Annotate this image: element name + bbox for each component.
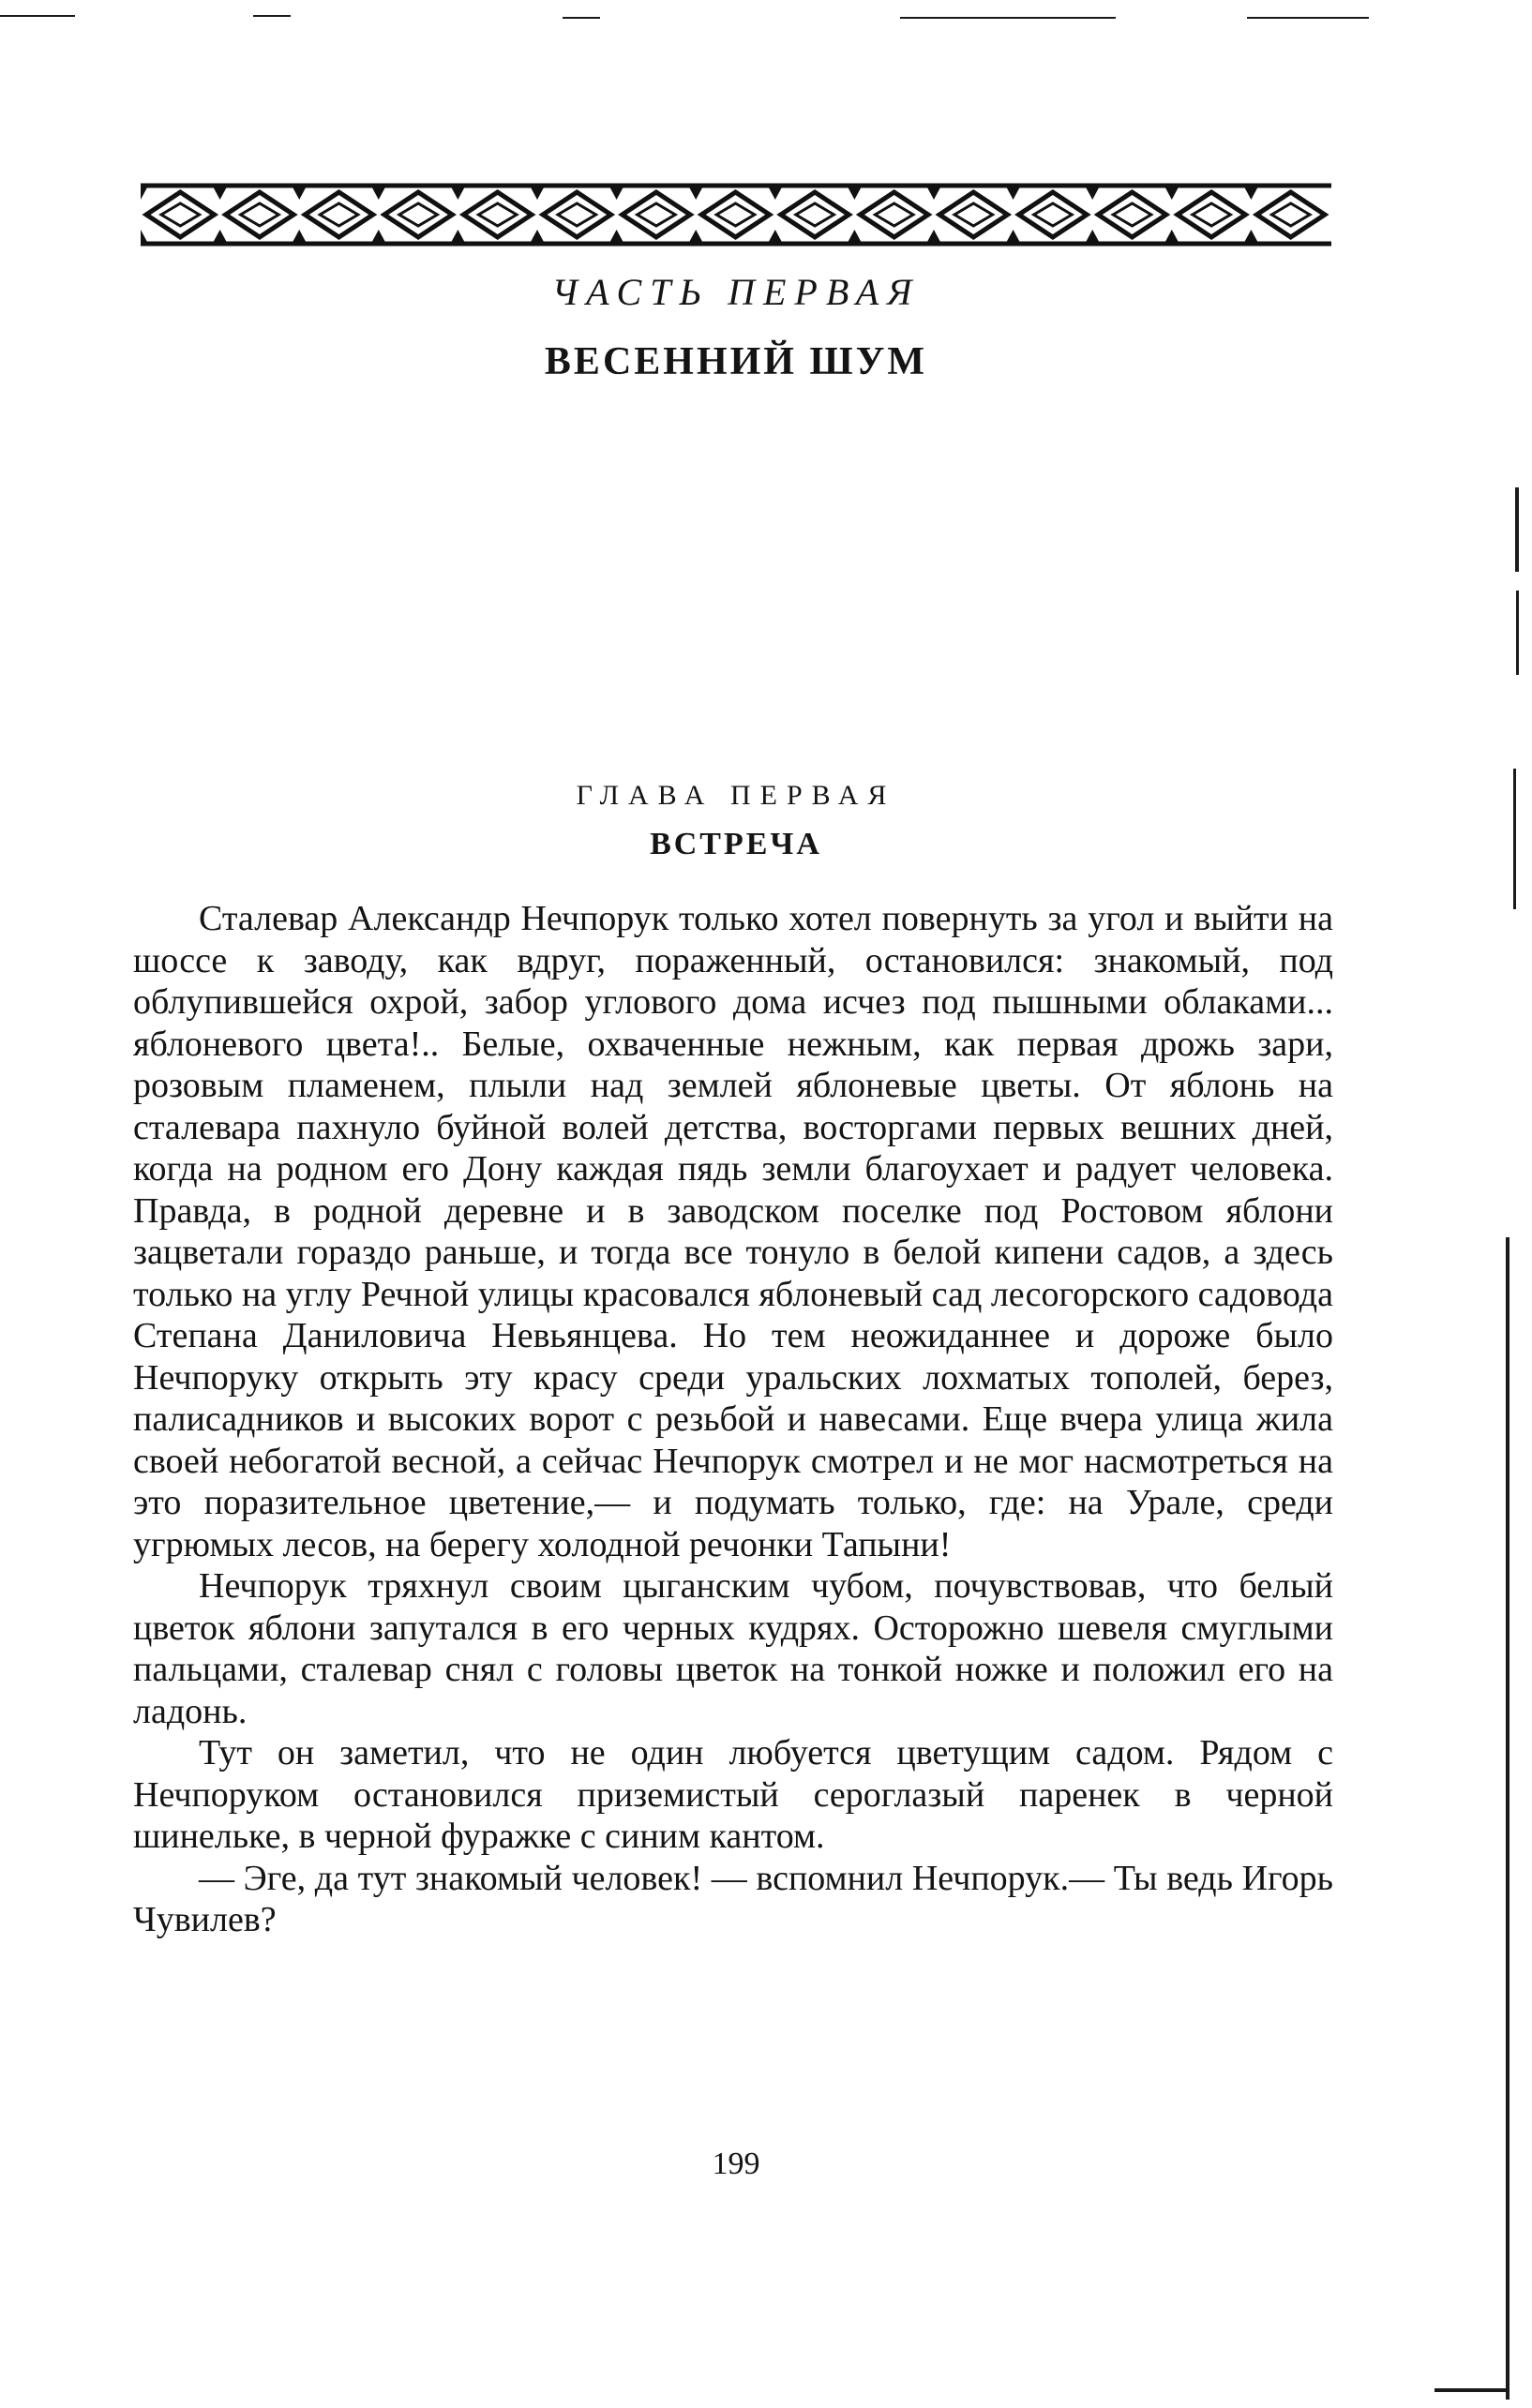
ornament-band <box>141 183 1331 247</box>
scan-mark-top-2 <box>253 15 291 17</box>
paragraph: Нечпорук тряхнул своим цыганским чубом, почувствовав, что белый цветок яблони запутался в его черных кудрях. Осторожно шевеля смуглыми пальцами, сталевар снял с головы цветок на тонкой ножке и положил его на ладонь. <box>133 1566 1333 1731</box>
chapter-title: ВСТРЕЧА <box>650 827 822 861</box>
scan-mark-top-1 <box>0 15 75 17</box>
scan-mark-right-4 <box>1506 1237 1509 2400</box>
scan-mark-top-5 <box>1247 17 1369 19</box>
scan-mark-right-3 <box>1513 769 1516 909</box>
page-number: 199 <box>712 2146 760 2181</box>
scan-mark-right-1 <box>1515 487 1519 572</box>
scan-mark-bottom <box>1434 2388 1509 2392</box>
scan-mark-right-2 <box>1516 591 1519 675</box>
paragraph: Тут он заметил, что не один любуется цветущим садом. Рядом с Нечпоруком остановился приземистый сероглазый паренек в черной шинельке, в черной фуражке с синим кантом. <box>133 1733 1333 1856</box>
part-label: ЧАСТЬ ПЕРВАЯ <box>551 271 921 313</box>
chapter-body <box>133 898 1333 1941</box>
paragraph: Сталевар Александр Нечпорук только хотел повернуть за угол и выйти на шоссе к заводу, как вдруг, пораженный, остановился: знакомый, под облупившейся охрой, забор углового дома исчез под пышными облаками... яблоневого цвета!.. Белые, охваченные нежным, как первая дрожь зари, розовым пламенем, плыли над землей яблоневые цветы. От яблонь на сталевара пахнуло буйной волей детства, восторгами первых вешних дней, когда на родном его Дону каждая пядь земли благоухает и радует человека. Правда, в родной деревне и в заводском поселке под Ростовом яблони зацветали гораздо раньше, и тогда все тонуло в белой кипени садов, а здесь только на углу Речной улицы красовался яблоневый сад лесогорского садовода Степана Даниловича Невьянцева. Но тем неожиданнее и дороже было Нечпоруку открыть эту красу среди уральских лохматых тополей, берез, палисадников и высоких ворот с резьбой и навесами. Еще вчера улица жила своей небогатой весной, а сейчас Нечпорук смотрел и не мог насмотреться на это поразительное цветение,— и подумать только, где: на Урале, среди угрюмых лесов, на берегу холодной речонки Тапыни! <box>133 899 1333 1564</box>
paragraph: — Эге, да тут знакомый человек! — вспомнил Нечпорук.— Ты ведь Игорь Чувилев? <box>133 1858 1333 1939</box>
scan-mark-top-3 <box>563 17 600 19</box>
chapter-label: ГЛАВА ПЕРВАЯ <box>576 780 896 811</box>
scan-mark-top-4 <box>900 17 1116 19</box>
part-title: ВЕСЕННИЙ ШУМ <box>544 340 928 383</box>
